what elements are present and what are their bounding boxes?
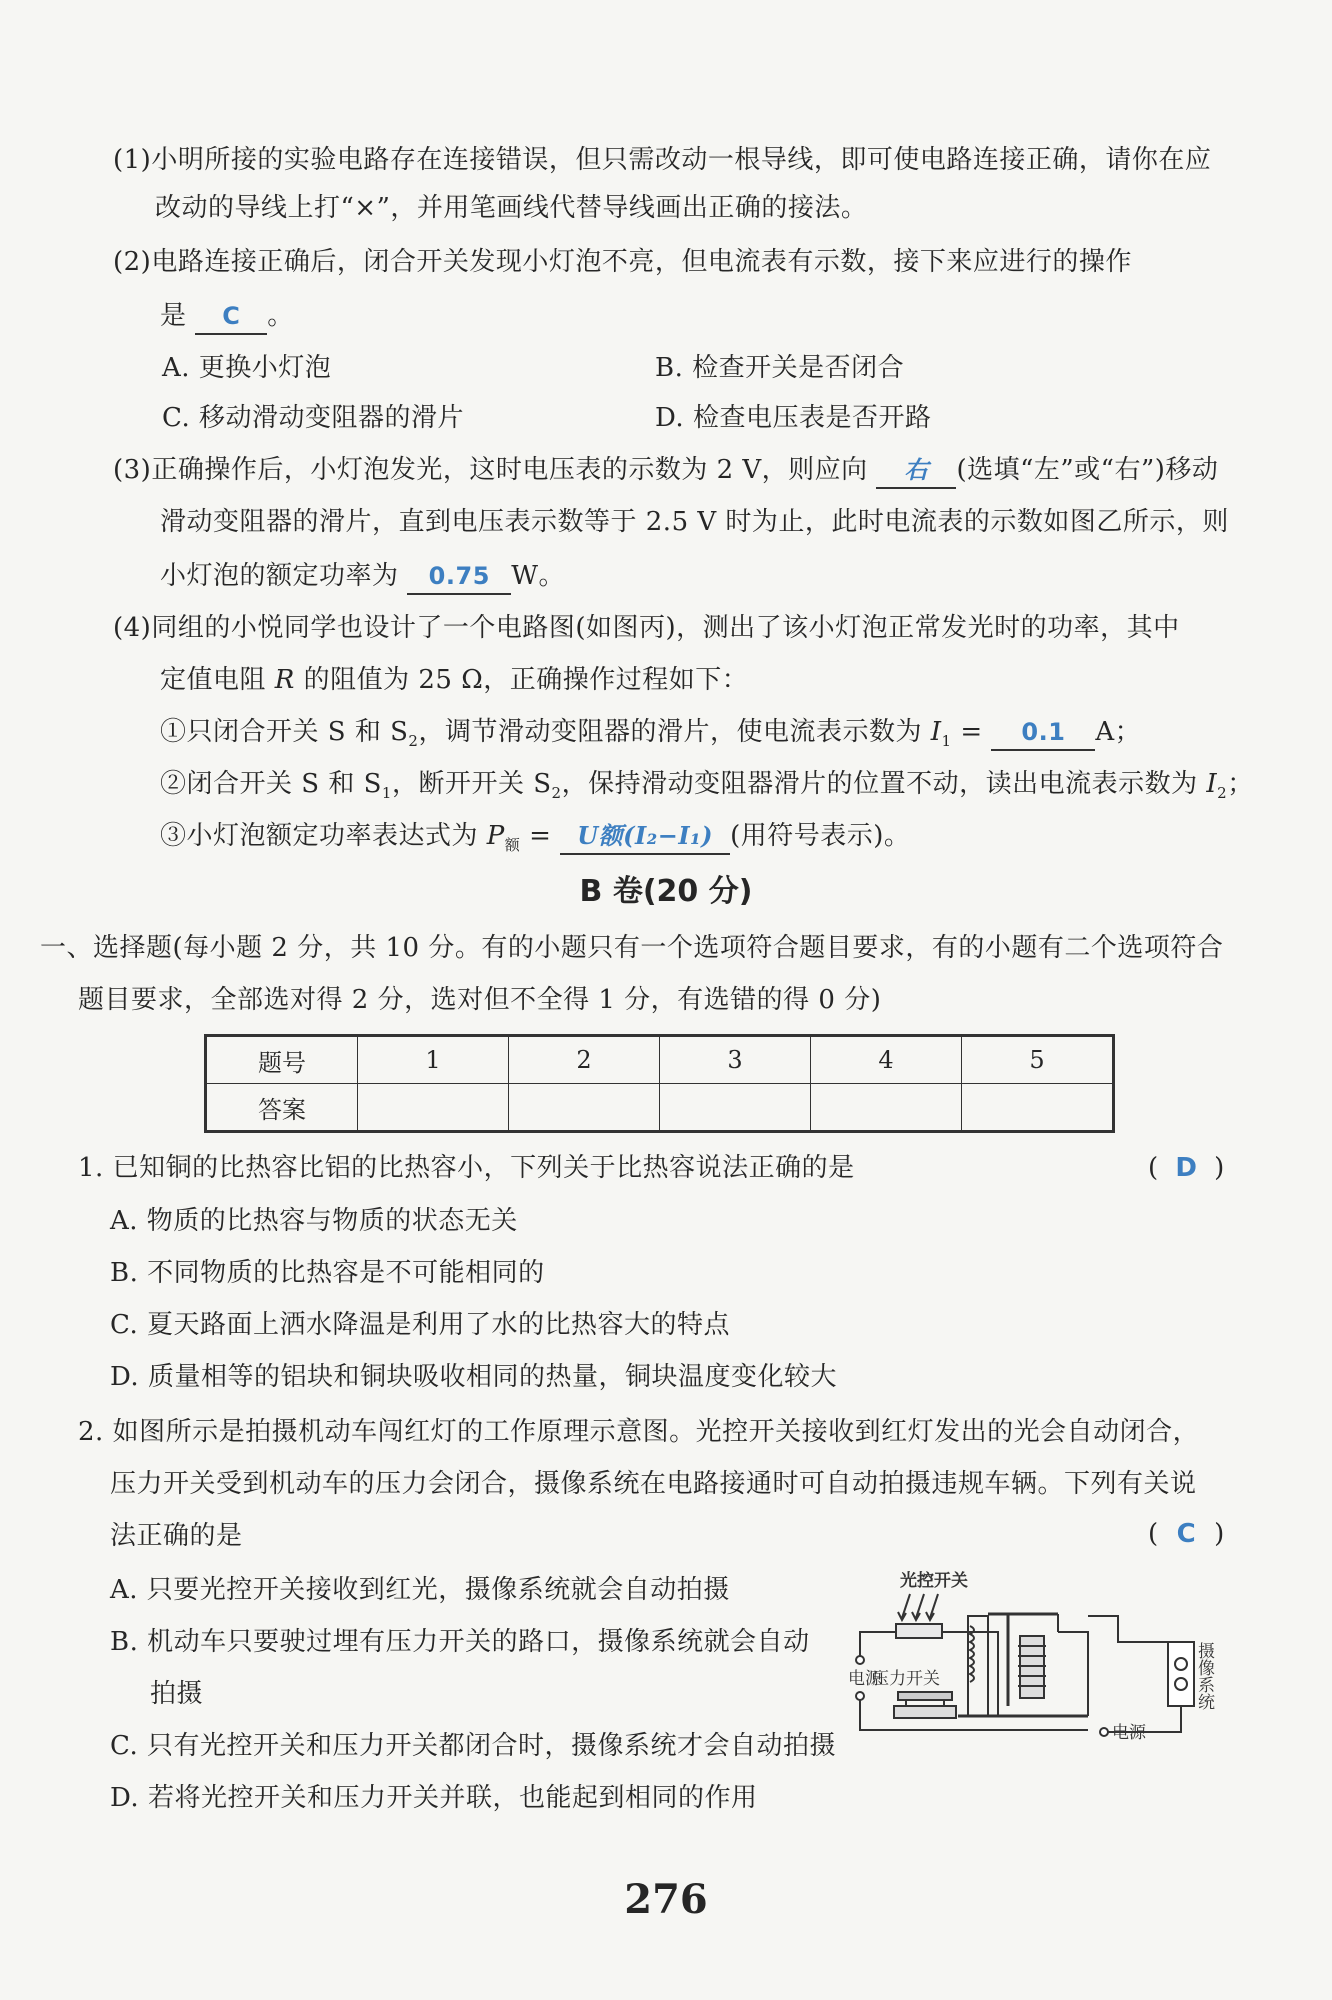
b-q2-option-a: A. 只要光控开关接收到红光，摄像系统就会自动拍摄 bbox=[110, 1575, 730, 1605]
q4-step3-varsub: 额 bbox=[504, 836, 521, 855]
b-q2-answer-paren bbox=[1148, 1516, 1224, 1552]
light-arrows-icon bbox=[898, 1594, 938, 1620]
q4-step2-sub2: 2 bbox=[551, 784, 562, 803]
answer-table-row-numbers bbox=[206, 1036, 1114, 1084]
power-terminal-bottom-icon bbox=[1100, 1728, 1108, 1736]
b-q2-paren-close: ) bbox=[1214, 1519, 1225, 1549]
q3-line3-pre: 小灯泡的额定功率为 bbox=[160, 561, 399, 591]
q4-step3-answer: U额(I₂−I₁) bbox=[560, 819, 730, 855]
q4-step3 bbox=[160, 818, 910, 863]
label-camera-system: 摄像系统 bbox=[1194, 1642, 1214, 1710]
q1-line2: 改动的导线上打“×”，并用笔画线代替导线画出正确的接法。 bbox=[155, 193, 868, 223]
b-q2-answer: C bbox=[1176, 1519, 1196, 1549]
b-q2-stem-line2: 压力开关受到机动车的压力会闭合，摄像系统在电路接通时可自动拍摄违规车辆。下列有关说 bbox=[110, 1469, 1197, 1499]
answer-table-number: 4 bbox=[811, 1036, 962, 1084]
b-q2-option-b-line1: B. 机动车只要驶过埋有压力开关的路口，摄像系统就会自动 bbox=[110, 1627, 810, 1657]
q3-line1 bbox=[113, 452, 1218, 489]
q4-step1-post: A； bbox=[1095, 717, 1142, 747]
q4-step2-a: ②闭合开关 S 和 S bbox=[160, 769, 382, 799]
q4-step2-b: ，断开开关 S bbox=[391, 769, 552, 799]
q4-line2-pre: 定值电阻 bbox=[160, 665, 267, 695]
q4-step1-eq: = bbox=[960, 717, 983, 747]
answer-table-number: 1 bbox=[358, 1036, 509, 1084]
q4-step2 bbox=[160, 766, 1254, 811]
q4-line2-post: 的阻值为 25 Ω，正确操作过程如下： bbox=[303, 665, 749, 695]
q2-option-a: A. 更换小灯泡 bbox=[162, 353, 332, 383]
q4-step2-end: ； bbox=[1227, 769, 1254, 799]
q3-line1-post: (选填“左”或“右”)移动 bbox=[956, 455, 1219, 485]
b-q1-stem: 1. 已知铜的比热容比铝的比热容小，下列关于比热容说法正确的是 bbox=[78, 1153, 855, 1183]
q2-option-b: B. 检查开关是否闭合 bbox=[655, 353, 905, 383]
answer-table-cell[interactable] bbox=[660, 1084, 811, 1132]
answer-table-cell[interactable] bbox=[811, 1084, 962, 1132]
q2-line2 bbox=[160, 298, 294, 335]
q4-step1-varsub: 1 bbox=[941, 732, 952, 751]
q3-answer-power: 0.75 bbox=[407, 559, 511, 595]
answer-table-number: 3 bbox=[660, 1036, 811, 1084]
q4-step1-sub: 2 bbox=[408, 732, 419, 751]
light-switch-icon bbox=[896, 1624, 942, 1638]
part-b-heading: B 卷(20 分) bbox=[579, 874, 753, 909]
q4-step3-pre: ③小灯泡额定功率表达式为 bbox=[160, 821, 479, 851]
q4-step1 bbox=[160, 714, 1141, 759]
electromagnetic-relay-icon bbox=[958, 1614, 1088, 1716]
q2-answer-blank: C bbox=[195, 299, 267, 335]
q4-step1-mid: ，调节滑动变阻器的滑片，使电流表示数为 bbox=[418, 717, 922, 747]
q3-answer-direction: 右 bbox=[876, 453, 956, 489]
answer-table bbox=[204, 1034, 1115, 1133]
q2-line2-post: 。 bbox=[267, 301, 294, 331]
q3-line3 bbox=[160, 558, 565, 595]
q2-line1: (2)电路连接正确后，闭合开关发现小灯泡不亮，但电流表有示数，接下来应进行的操作 bbox=[113, 247, 1132, 277]
answer-table-header-label: 题号 bbox=[206, 1036, 358, 1084]
wire-left-top bbox=[860, 1632, 896, 1656]
q4-step3-eq: = bbox=[529, 821, 552, 851]
b-q1-option-b: B. 不同物质的比热容是不可能相同的 bbox=[110, 1258, 545, 1288]
power-terminal-left2-icon bbox=[856, 1692, 864, 1700]
b-q1-answer: D bbox=[1175, 1153, 1197, 1183]
wire-relay-right bbox=[1058, 1632, 1088, 1716]
answer-table-number: 2 bbox=[509, 1036, 660, 1084]
page-number: 276 bbox=[624, 1876, 708, 1923]
pressure-switch-icon bbox=[894, 1692, 956, 1718]
q3-line3-post: W。 bbox=[511, 561, 566, 591]
label-light-switch: 光控开关 bbox=[900, 1571, 968, 1591]
q1-line1: (1)小明所接的实验电路存在连接错误，但只需改动一根导线，即可使电路连接正确，请你在应 bbox=[113, 145, 1212, 175]
red-light-camera-circuit-diagram bbox=[848, 1566, 1248, 1766]
wire-to-camera bbox=[1088, 1616, 1168, 1642]
label-power-bottom: 电源 bbox=[1112, 1723, 1146, 1743]
q4-step1-answer: 0.1 bbox=[991, 715, 1095, 751]
b-q1-option-c: C. 夏天路面上洒水降温是利用了水的比热容大的特点 bbox=[110, 1310, 730, 1340]
b-q1-option-a: A. 物质的比热容与物质的状态无关 bbox=[110, 1206, 518, 1236]
q3-line2: 滑动变阻器的滑片，直到电压表示数等于 2.5 V 时为止，此时电流表的示数如图乙所示，则 bbox=[160, 507, 1229, 537]
label-pressure-switch: 压力开关 bbox=[872, 1669, 940, 1689]
b-q2-stem-line3: 法正确的是 bbox=[110, 1521, 243, 1551]
q4-step3-var: P bbox=[486, 821, 505, 851]
q4-step1-pre: ①只闭合开关 S 和 S bbox=[160, 717, 409, 747]
q4-step2-var: I bbox=[1206, 769, 1218, 799]
answer-table-cell[interactable] bbox=[358, 1084, 509, 1132]
b-q1-answer-paren bbox=[1148, 1150, 1224, 1186]
b-q1-paren-open: ( bbox=[1148, 1153, 1159, 1183]
b-q2-option-c: C. 只有光控开关和压力开关都闭合时，摄像系统才会自动拍摄 bbox=[110, 1731, 836, 1761]
answer-table-cell[interactable] bbox=[509, 1084, 660, 1132]
b-q1-option-d: D. 质量相等的铝块和铜块吸收相同的热量，铜块温度变化较大 bbox=[110, 1362, 837, 1392]
answer-table-row-answers bbox=[206, 1084, 1114, 1132]
answer-table-cell[interactable] bbox=[962, 1084, 1114, 1132]
q2-option-c: C. 移动滑动变阻器的滑片 bbox=[162, 403, 464, 433]
q4-step2-sub1: 1 bbox=[381, 784, 392, 803]
q4-line1: (4)同组的小悦同学也设计了一个电路图(如图丙)，测出了该小灯泡正常发光时的功率，其中 bbox=[113, 613, 1180, 643]
q2-option-d: D. 检查电压表是否开路 bbox=[655, 403, 932, 433]
q4-step1-var: I bbox=[930, 717, 942, 747]
b-q2-stem-line1: 2. 如图所示是拍摄机动车闯红灯的工作原理示意图。光控开关接收到红灯发出的光会自动闭合， bbox=[78, 1417, 1200, 1447]
q4-var-r: R bbox=[274, 665, 295, 695]
q4-step2-c: ，保持滑动变阻器滑片的位置不动，读出电流表示数为 bbox=[561, 769, 1198, 799]
b-q2-option-b-line2: 拍摄 bbox=[150, 1679, 204, 1709]
q2-line2-pre: 是 bbox=[160, 301, 187, 331]
q3-line1-pre: (3)正确操作后，小灯泡发光，这时电压表的示数为 2 V，则应向 bbox=[113, 455, 868, 485]
b-q1-paren-close: ) bbox=[1214, 1153, 1225, 1183]
label-power-left: 电源 bbox=[848, 1669, 882, 1689]
q4-line2 bbox=[160, 662, 748, 698]
answer-table-number: 5 bbox=[962, 1036, 1114, 1084]
section-instructions-line1: 一、选择题(每小题 2 分，共 10 分。有的小题只有一个选项符合题目要求，有的小题有二个选项符合 bbox=[40, 933, 1224, 963]
q4-step3-post: (用符号表示)。 bbox=[730, 821, 911, 851]
camera-system-icon bbox=[1168, 1642, 1194, 1706]
section-instructions-line2: 题目要求，全部选对得 2 分，选对但不全得 1 分，有选错的得 0 分) bbox=[78, 985, 882, 1015]
b-q2-option-d: D. 若将光控开关和压力开关并联，也能起到相同的作用 bbox=[110, 1783, 758, 1813]
q4-step2-varsub: 2 bbox=[1217, 784, 1228, 803]
answer-table-answer-label: 答案 bbox=[206, 1084, 358, 1132]
b-q2-paren-open: ( bbox=[1148, 1519, 1159, 1549]
power-terminal-left-icon bbox=[856, 1656, 864, 1664]
